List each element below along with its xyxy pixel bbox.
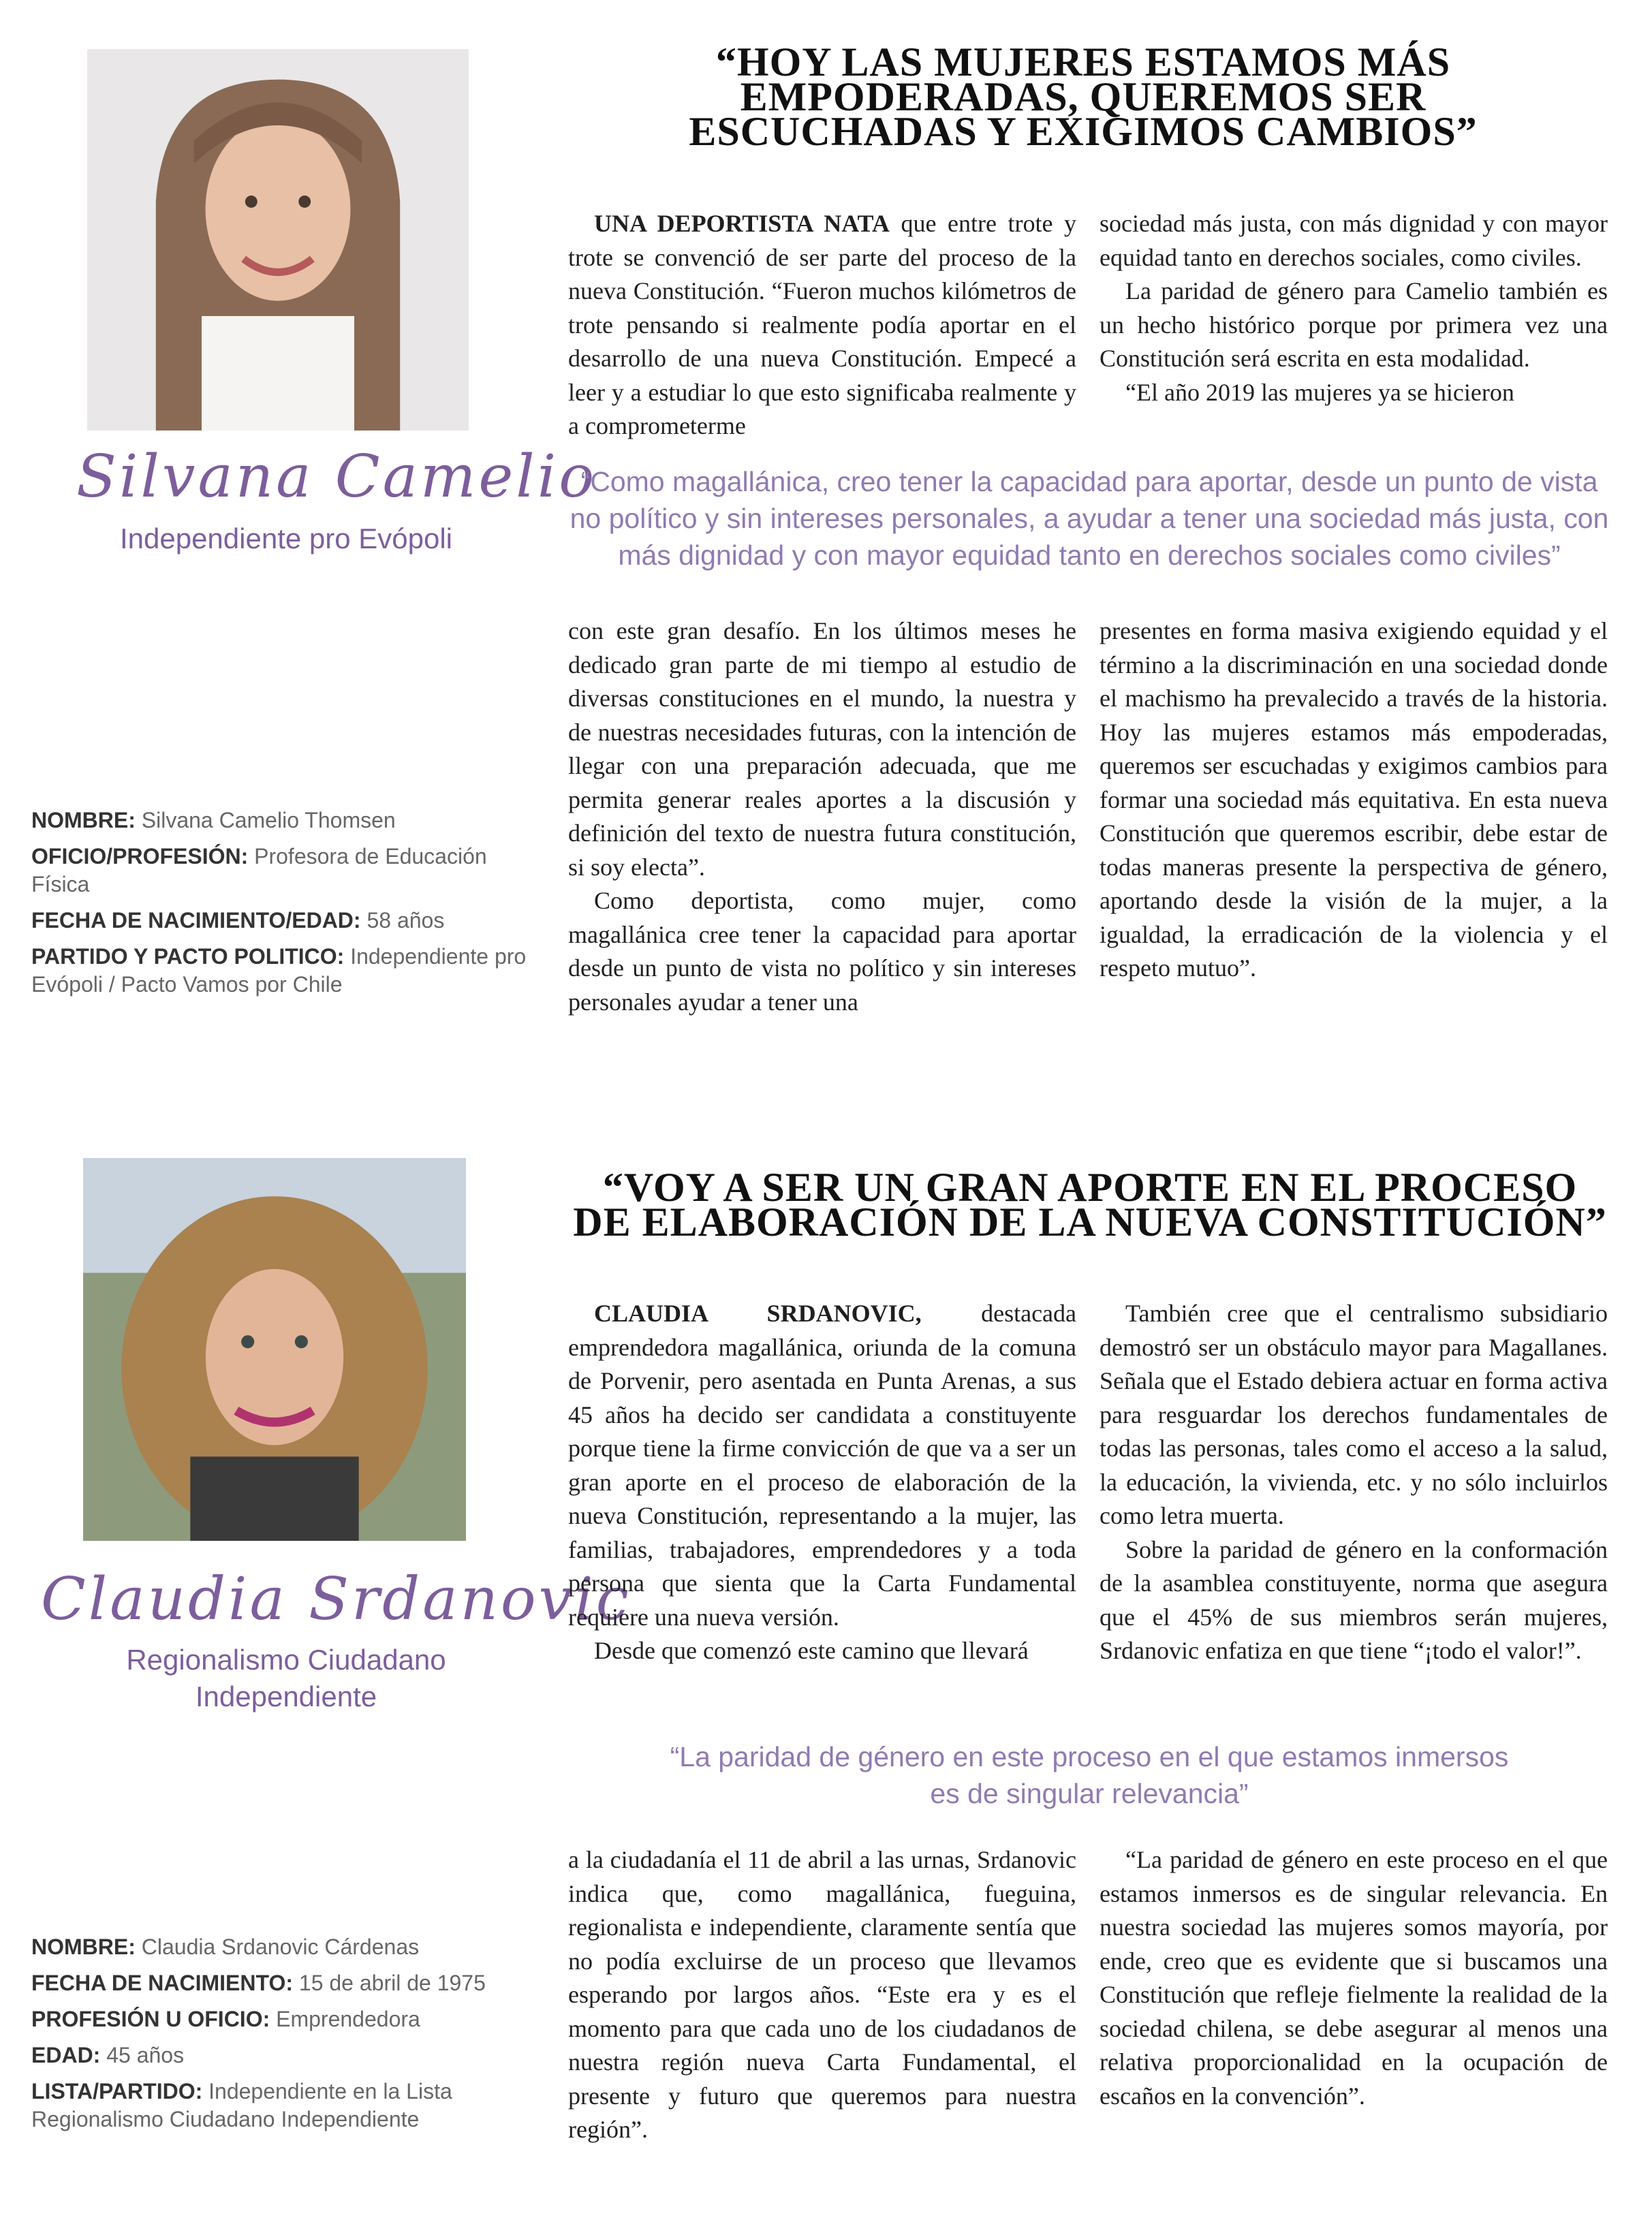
info-row: LISTA/PARTIDO: Independiente en la Lista Regionalismo Ciudadano Independiente xyxy=(31,2079,452,2131)
info-row: PROFESIÓN U OFICIO: Emprendedora xyxy=(31,2007,420,2031)
info-row: PARTIDO Y PACTO POLITICO: Independiente pro Evópoli / Pacto Vamos por Chile xyxy=(31,944,527,997)
info-row: EDAD: 45 años xyxy=(31,2043,185,2067)
text-column: UNA DEPORTISTA NATA que entre trote y trote se convenció de ser parte del proceso de la nueva Constitución. “Fueron muchos kilómetros de trote pensando si realmente podía aportar en el desarrollo de una nueva Constitución. Empecé a leer y a estudiar lo que esto significaba realmente y a comprometerme xyxy=(568,210,1076,439)
lead-text: CLAUDIA SRDANOVIC, xyxy=(594,1300,922,1327)
candidate-photo-claudia xyxy=(83,1158,466,1541)
text-column: sociedad más justa, con más dignidad y con mayor equidad tanto en derechos sociales, como civiles. La paridad de género para Camelio también es un hecho histórico porque por primera vez una Constitución será escrita en esta modalidad. “El año 2019 las mujeres ya se hicieron xyxy=(1100,210,1608,406)
signature-name: Claudia Srdanovic xyxy=(41,1565,632,1633)
info-row: NOMBRE: Silvana Camelio Thomsen xyxy=(31,808,396,832)
party-label: Independiente pro Evópoli xyxy=(119,522,453,554)
article-title: “HOY LAS MUJERES ESTAMOS MÁS EMPODERADAS, QUEREMOS SER ESCUCHADAS Y EXIGIMOS CAMBIOS” xyxy=(689,40,1478,154)
candidate-photo-silvana xyxy=(87,49,469,431)
info-row: OFICIO/PROFESIÓN: Profesora de Educación Física xyxy=(31,844,487,896)
signature-name: Silvana Camelio xyxy=(76,443,597,511)
text-column: CLAUDIA SRDANOVIC, destacada emprendedora magallánica, oriunda de la comuna de Porvenir, pero asentada en Punta Arenas, a sus 45 años ha decido ser candidata a constituyente porque tiene la firme convicción de que va a ser un gran aporte en el proceso de elaboración de la nueva Constitución, representando a la mujer, las familias, trabajadores, emprendedores y a toda persona que sienta que la Carta Fundamental requiere una nueva versión. Desde que comenzó este camino que llevará xyxy=(568,1300,1077,1664)
text-column: a la ciudadanía el 11 de abril a las urnas, Srdanovic indica que, como magallánica, fueguina, regionalista e independiente, claramente sentía que no podía excluirse de un proceso que llevamos esperando por largos años. “Este era y es el momento para que cada uno de los ciudadanos de nuestra región nueva Carta Fundamental, el presente y futuro que queremos para nuestra región”. xyxy=(568,1846,1076,2143)
lead-text: UNA DEPORTISTA NATA xyxy=(594,210,890,237)
info-row: NOMBRE: Claudia Srdanovic Cárdenas xyxy=(31,1935,420,1959)
party-label: Regionalismo Ciudadano Independiente xyxy=(126,1644,446,1712)
text-column: “La paridad de género en este proceso en el que estamos inmersos es de singular relevancia. En nuestra sociedad las mujeres somos mayoría, por ende, creo que es evidente que si buscamos una Constitución que refleje fielmente la realidad de la sociedad chilena, se debe asegurar al menos una relativa proporcionalidad en la ocupación de escaños en la convención”. xyxy=(1100,1846,1608,2110)
text-column: presentes en forma masiva exigiendo equidad y el término a la discriminación en una sociedad donde el machismo ha prevalecido a través de la historia. Hoy las mujeres estamos más empoderadas, queremos ser escuchadas y exigimos cambios para formar una sociedad más equitativa. En esta nueva Constitución que queremos escribir, debe estar de todas maneras presente la perspectiva de género, aportando desde la visión de la mujer, a la igualdad, la erradicación de la violencia y el respeto mutuo”. xyxy=(1100,617,1608,982)
candidate-info xyxy=(31,807,535,1007)
info-row: FECHA DE NACIMIENTO/EDAD: 58 años xyxy=(31,908,445,933)
pull-quote: “Como magallánica, creo tener la capacidad para aportar, desde un punto de vista no político y sin intereses personales, a ayudar a tener una sociedad más justa, con más dignidad y con mayor equidad tanto en derechos sociales como civiles” xyxy=(570,466,1609,571)
info-row: FECHA DE NACIMIENTO: 15 de abril de 1975 xyxy=(31,1971,486,1995)
article-title: “VOY A SER UN GRAN APORTE EN EL PROCESO DE ELABORACIÓN DE LA NUEVA CONSTITUCIÓN” xyxy=(573,1165,1607,1245)
pull-quote: “La paridad de género en este proceso en el que estamos inmersos es de singular relevancia” xyxy=(670,1741,1509,1809)
candidate-info xyxy=(31,1933,535,2142)
text-column: También cree que el centralismo subsidiario demostró ser un obstáculo mayor para Magallanes. Señala que el Estado debiera actuar en forma activa para resguardar los derechos fundamentales de todas las personas, tales como el acceso a la salud, la educación, la vivienda, etc. y no sólo incluirlos como letra muerta. Sobre la paridad de género en la conformación de la asamblea constituyente, norma que asegura que el 45% de sus miembros serán mujeres, Srdanovic enfatiza en que tiene “¡todo el valor!”. xyxy=(1100,1300,1608,1664)
text-column: con este gran desafío. En los últimos meses he dedicado gran parte de mi tiempo al estudio de diversas constituciones en el mundo, la nuestra y de nuestras necesidades futuras, con la intención de llegar con una preparación adecuada, que me permita generar reales aportes a la discusión y definición del texto de nuestra futura constitución, si soy electa”. Como deportista, como mujer, como magallánica cree tener la capacidad para aportar desde un punto de vista no político y sin intereses personales ayudar a tener una xyxy=(568,617,1076,1016)
